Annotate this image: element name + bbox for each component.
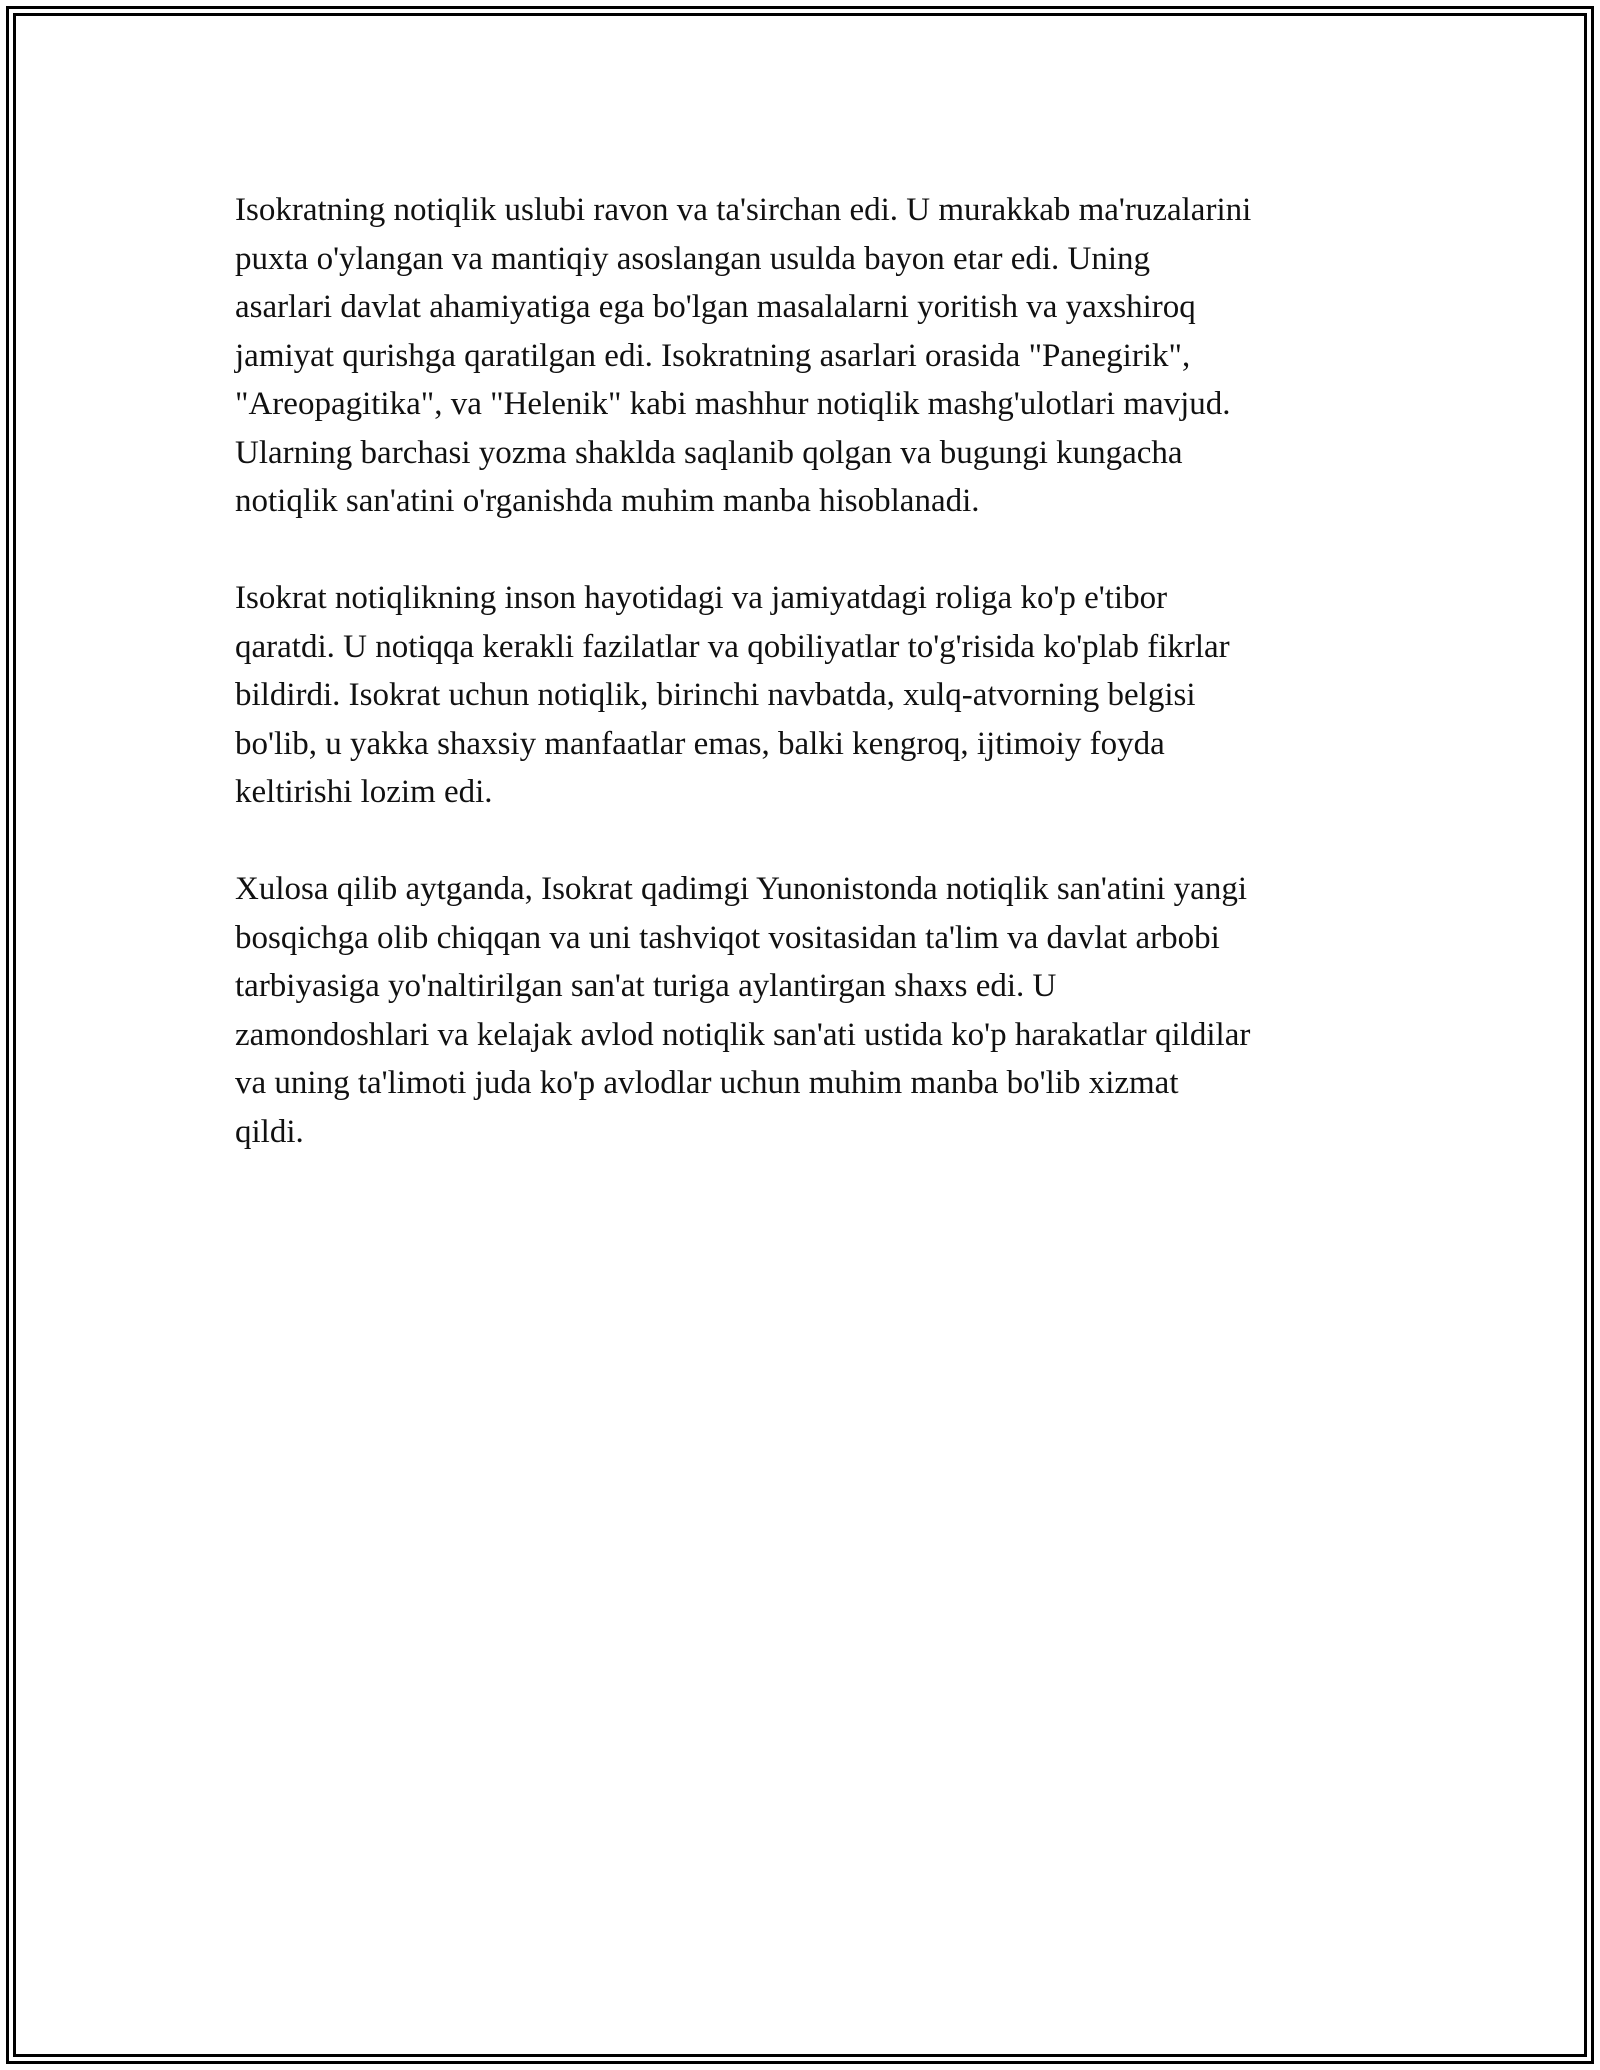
text-line: "Areopagitika", va "Helenik" kabi mashhur notiqlik mashg'ulotlari mavjud. <box>235 386 1231 422</box>
document-body <box>235 186 1375 1205</box>
text-line: Ularning barchasi yozma shaklda saqlanib qolgan va bugungi kungacha <box>235 434 1183 471</box>
text-line: Isokratning notiqlik uslubi ravon va ta'sirchan edi. U murakkab ma'ruzalarini <box>235 192 1252 228</box>
text-line: Isokrat notiqlikning inson hayotidagi va jamiyatdagi roliga ko'p e'tibor <box>235 580 1168 616</box>
text-line: qaratdi. U notiqqa kerakli fazilatlar va qobiliyatlar to'g'risida ko'plab fikrlar <box>235 628 1230 665</box>
text-line: asarlari davlat ahamiyatiga ega bo'lgan masalalarni yoritish va yaxshiroq <box>235 289 1196 325</box>
text-line: notiqlik san'atini o'rganishda muhim manba hisoblanadi. <box>235 483 980 519</box>
paragraph-1 <box>235 186 1375 526</box>
text-line: Xulosa qilib aytganda, Isokrat qadimgi Yunonistonda notiqlik san'atini yangi <box>235 871 1247 907</box>
text-line: keltirishi lozim edi. <box>235 774 493 810</box>
text-line: qildi. <box>235 1113 304 1150</box>
text-line: tarbiyasiga yo'naltirilgan san'at turiga aylantirgan shaxs edi. U <box>235 968 1057 1004</box>
text-line: bo'lib, u yakka shaxsiy manfaatlar emas, balki kengroq, ijtimoiy foyda <box>235 725 1165 762</box>
text-line: zamondoshlari va kelajak avlod notiqlik san'ati ustida ko'p harakatlar qildilar <box>235 1016 1251 1053</box>
text-line: va uning ta'limoti juda ko'p avlodlar uchun muhim manba bo'lib xizmat <box>235 1065 1179 1101</box>
text-line: puxta o'ylangan va mantiqiy asoslangan usulda bayon etar edi. Uning <box>235 240 1151 277</box>
text-line: bildirdi. Isokrat uchun notiqlik, birinchi navbatda, xulq-atvorning belgisi <box>235 677 1196 713</box>
text-line: bosqichga olib chiqqan va uni tashviqot vositasidan ta'lim va davlat arbobi <box>235 919 1220 956</box>
paragraph-3 <box>235 865 1375 1156</box>
text-line: jamiyat qurishga qaratilgan edi. Isokratning asarlari orasida "Panegirik", <box>235 337 1191 374</box>
paragraph-2 <box>235 574 1375 817</box>
